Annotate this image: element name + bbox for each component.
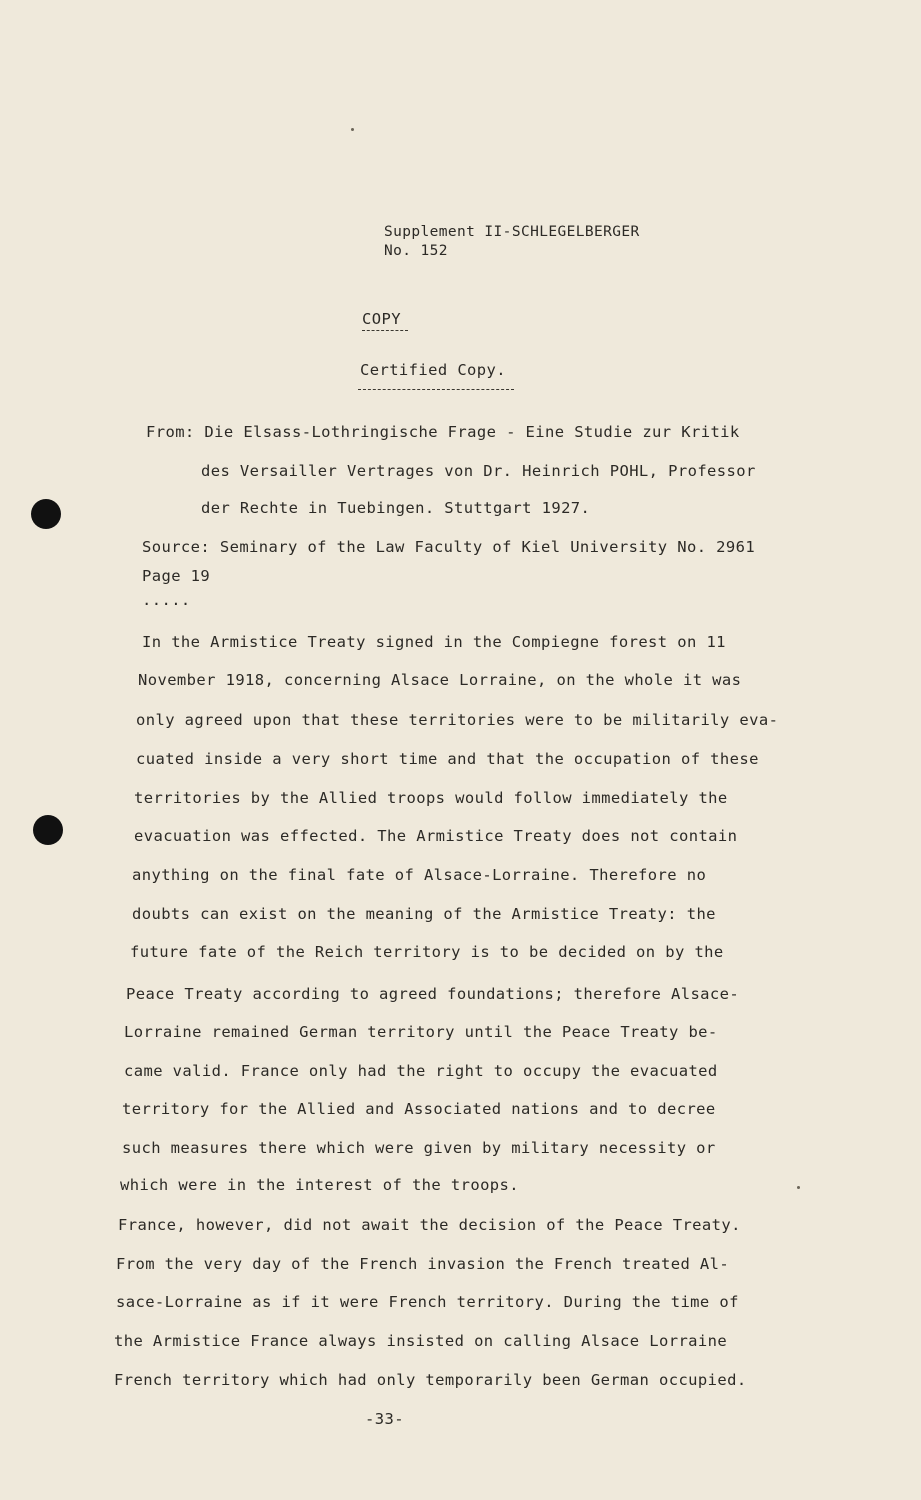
ellipsis: .....	[142, 591, 191, 609]
body-line: only agreed upon that these territories were to be militarily eva-	[136, 711, 779, 729]
body-line: France, however, did not await the decision of the Peace Treaty.	[118, 1216, 741, 1234]
body-line: Lorraine remained German territory until the Peace Treaty be-	[124, 1023, 718, 1041]
body-line: French territory which had only temporarily been German occupied.	[114, 1371, 747, 1389]
copy-label: COPY	[362, 310, 401, 328]
body-line: the Armistice France always insisted on calling Alsace Lorraine	[114, 1332, 728, 1350]
document-number: No. 152	[384, 243, 448, 259]
body-line: future fate of the Reich territory is to be decided on by the	[130, 943, 724, 961]
page-reference: Page 19	[142, 567, 211, 585]
body-line: sace-Lorraine as if it were French territory. During the time of	[116, 1293, 739, 1311]
body-line: In the Armistice Treaty signed in the Compiegne forest on 11	[142, 633, 726, 651]
body-line: came valid. France only had the right to occupy the evacuated	[124, 1062, 718, 1080]
body-line: cuated inside a very short time and that the occupation of these	[136, 750, 759, 768]
certified-copy-label: Certified Copy.	[360, 361, 506, 379]
from-line-2: des Versailler Vertrages von Dr. Heinrich POHL, Professor	[201, 462, 756, 480]
punch-hole-top	[31, 499, 61, 529]
body-line: territory for the Allied and Associated nations and to decree	[122, 1100, 716, 1118]
body-line: territories by the Allied troops would follow immediately the	[134, 789, 728, 807]
from-line-1: From: Die Elsass-Lothringische Frage - Eine Studie zur Kritik	[146, 423, 740, 441]
body-line: doubts can exist on the meaning of the Armistice Treaty: the	[132, 905, 716, 923]
body-line: evacuation was effected. The Armistice Treaty does not contain	[134, 827, 738, 845]
page-number: -33-	[365, 1410, 404, 1428]
body-line: Peace Treaty according to agreed foundations; therefore Alsace-	[126, 985, 740, 1003]
punch-hole-bottom	[33, 815, 63, 845]
from-line-3: der Rechte in Tuebingen. Stuttgart 1927.	[201, 499, 591, 517]
paper-speck	[351, 128, 354, 131]
body-line: such measures there which were given by military necessity or	[122, 1139, 716, 1157]
supplement-heading: Supplement II-SCHLEGELBERGER	[384, 224, 640, 240]
certified-underline	[358, 389, 514, 390]
source-line: Source: Seminary of the Law Faculty of Kiel University No. 2961	[142, 538, 756, 556]
body-line: which were in the interest of the troops.	[120, 1176, 520, 1194]
copy-underline	[362, 330, 408, 331]
body-line: November 1918, concerning Alsace Lorraine, on the whole it was	[138, 671, 742, 689]
body-line: From the very day of the French invasion the French treated Al-	[116, 1255, 730, 1273]
paper-speck	[797, 1186, 800, 1189]
body-line: anything on the final fate of Alsace-Lorraine. Therefore no	[132, 866, 707, 884]
